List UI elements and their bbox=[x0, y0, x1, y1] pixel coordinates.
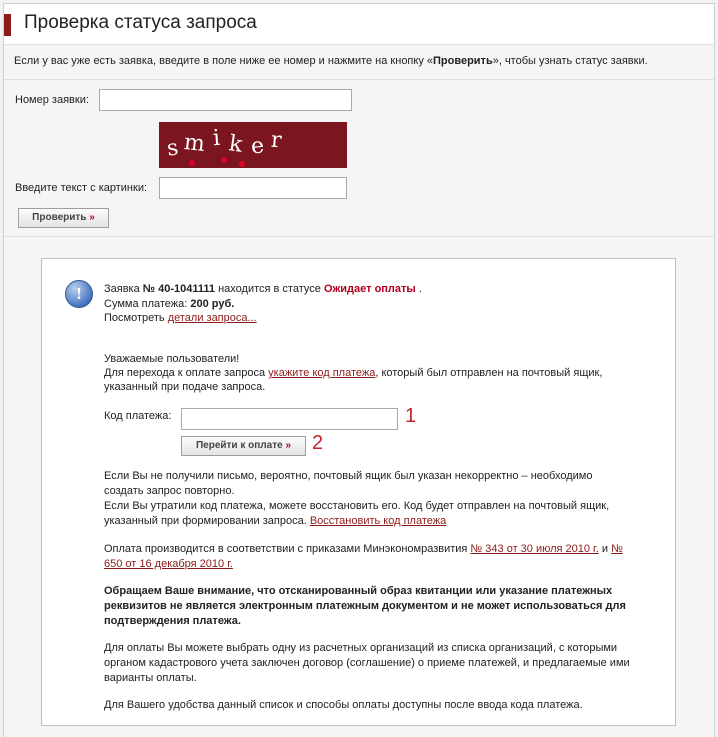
restore-code-link[interactable]: Восстановить код платежа bbox=[309, 515, 447, 527]
captcha-label: Введите текст с картинки: bbox=[15, 182, 148, 194]
status-suffix: . bbox=[415, 283, 422, 295]
go-to-payment-label: Перейти к оплате bbox=[195, 440, 283, 451]
captcha-char: e bbox=[249, 133, 266, 160]
order-650-link[interactable]: 650 от 16 декабря 2010 г. bbox=[104, 558, 233, 570]
intro-text-after: », чтобы узнать статус заявки. bbox=[492, 55, 648, 67]
captcha-noise bbox=[239, 161, 245, 167]
page-title: Проверка статуса запроса bbox=[24, 12, 257, 33]
greeting: Уважаемые пользователи! bbox=[104, 353, 240, 365]
details-prefix: Посмотреть bbox=[104, 312, 168, 324]
warning-line-2: реквизитов не является электронным платежным документом и не может использоваться для bbox=[104, 600, 626, 612]
instruction-after: , который был отправлен на почтовый ящик, bbox=[375, 367, 603, 379]
page-frame bbox=[3, 3, 715, 737]
request-number-input[interactable] bbox=[99, 89, 352, 111]
intro-button-reference: Проверить bbox=[433, 55, 493, 67]
check-button-label: Проверить bbox=[32, 212, 87, 223]
page-header bbox=[4, 4, 714, 45]
request-prefix: Заявка bbox=[104, 283, 143, 295]
order-650-link-start[interactable]: № bbox=[611, 543, 623, 555]
organizations-text-2: органом кадастрового учета заключен договор (соглашение) о приеме платежей, и предлагаемые ими bbox=[104, 657, 630, 669]
divider bbox=[4, 236, 714, 237]
amount-value: 200 руб. bbox=[190, 298, 235, 310]
organizations-text: Для оплаты Вы можете выбрать одну из расчетных организаций из списка организаций, с которыми bbox=[104, 642, 618, 654]
go-to-payment-button[interactable] bbox=[181, 436, 306, 456]
instruction-line bbox=[104, 366, 602, 381]
marker-2: 2 bbox=[312, 432, 324, 454]
warning-text bbox=[104, 584, 612, 599]
no-letter-text-2: создать запрос повторно. bbox=[104, 485, 235, 497]
instruction-line-2: указанный при подаче запроса. bbox=[104, 381, 266, 393]
request-number: № 40-1041111 bbox=[142, 283, 216, 295]
lost-code-text: Если Вы утратили код платежа, можете восстановить его. Код будет отправлен на почтовый ящик, bbox=[104, 500, 610, 512]
intro-text bbox=[14, 55, 648, 67]
intro-text-before: Если у вас уже есть заявка, введите в поле ниже ее номер и нажмите на кнопку « bbox=[14, 55, 433, 67]
captcha-char: r bbox=[270, 127, 283, 154]
captcha-char: k bbox=[227, 131, 245, 158]
marker-1: 1 bbox=[405, 405, 417, 427]
info-icon: ! bbox=[65, 280, 93, 308]
captcha-char: s bbox=[165, 135, 180, 162]
captcha-noise bbox=[189, 160, 195, 166]
order-text: Оплата производится в соответствии с приказами Минэкономразвития bbox=[104, 543, 471, 555]
organizations-text-3: варианты оплаты. bbox=[104, 672, 197, 684]
request-status-line bbox=[104, 282, 422, 297]
captcha-char: i bbox=[212, 125, 221, 152]
title-accent-bar bbox=[4, 14, 11, 36]
order-conjunction: и bbox=[598, 543, 612, 555]
captcha-input[interactable] bbox=[159, 177, 347, 199]
payment-code-label: Код платежа: bbox=[104, 410, 172, 422]
captcha-char: m bbox=[182, 129, 207, 158]
check-button-arrow: » bbox=[89, 212, 95, 223]
enter-code-link[interactable]: укажите код платежа bbox=[268, 367, 376, 379]
warning-line-1: Обращаем Ваше внимание, что отсканированный образ квитанции или указание платежных bbox=[104, 585, 613, 597]
order-line bbox=[104, 542, 623, 557]
lost-code-line bbox=[104, 514, 446, 529]
amount-label: Сумма платежа: bbox=[104, 298, 191, 310]
order-line-2 bbox=[104, 557, 233, 572]
instruction-before: Для перехода к оплате запроса bbox=[104, 367, 269, 379]
go-to-payment-arrow: » bbox=[285, 440, 292, 451]
payment-code-input[interactable] bbox=[181, 408, 398, 430]
amount-line bbox=[104, 297, 234, 312]
request-number-label: Номер заявки: bbox=[15, 94, 89, 106]
request-status-panel bbox=[41, 258, 676, 726]
captcha-image bbox=[159, 122, 347, 168]
captcha-noise bbox=[221, 157, 227, 163]
no-letter-text: Если Вы не получили письмо, вероятно, почтовый ящик был указан некорректно – необходимо bbox=[104, 470, 593, 482]
details-line bbox=[104, 311, 257, 326]
warning-text-2 bbox=[104, 599, 626, 614]
warning-line-3: подтверждения платежа. bbox=[104, 615, 241, 627]
order-343-link[interactable]: № 343 от 30 июля 2010 г. bbox=[470, 543, 599, 555]
details-link[interactable]: детали запроса... bbox=[167, 312, 257, 324]
status-badge: Ожидает оплаты bbox=[323, 283, 416, 295]
check-button[interactable] bbox=[18, 208, 109, 228]
convenience-text: Для Вашего удобства данный список и способы оплаты доступны после ввода кода платежа. bbox=[104, 699, 583, 711]
divider bbox=[4, 79, 714, 80]
status-prefix: находится в статусе bbox=[215, 283, 324, 295]
lost-code-text-2: указанный при формировании запроса. bbox=[104, 515, 310, 527]
warning-text-3 bbox=[104, 614, 241, 629]
